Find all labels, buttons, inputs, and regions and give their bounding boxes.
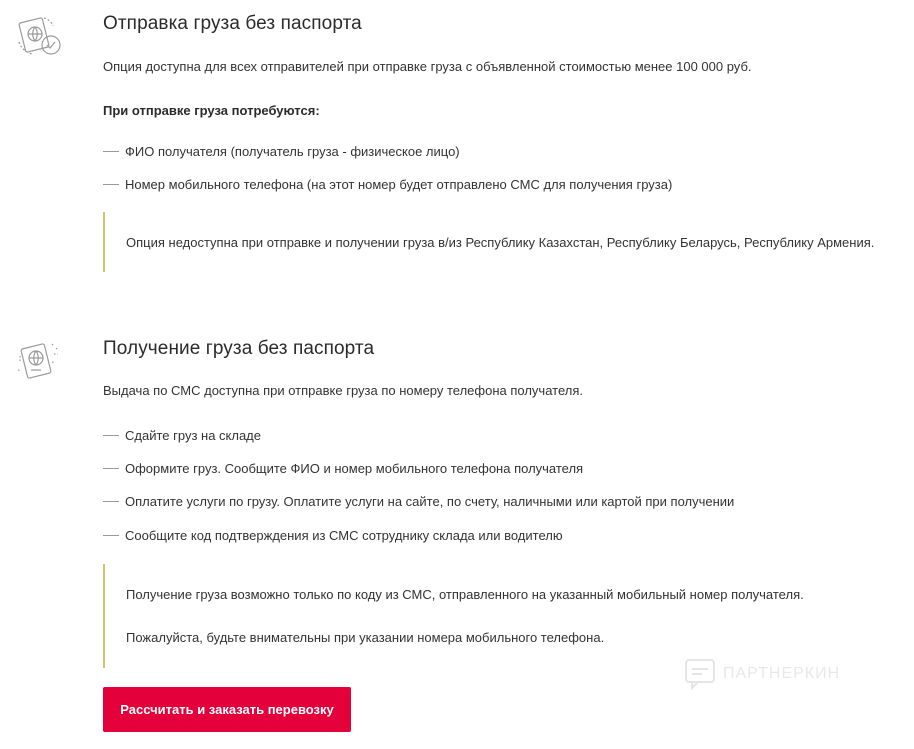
section2-note-line: Пожалуйста, будьте внимательны при указании номера мобильного телефона. <box>126 630 605 645</box>
list-item-label: Номер мобильного телефона (на этот номер будет отправлено СМС для получения груза) <box>125 177 673 192</box>
section1-note-text: Опция недоступна при отправке и получении груза в/из Республику Казахстан, Республику Беларусь, Республику Армения. <box>126 235 875 250</box>
watermark-text: ПАРТНЕРКИН <box>723 665 841 682</box>
list-item <box>103 494 734 509</box>
dash-bullet <box>103 151 119 152</box>
passport-globe-icon <box>14 336 66 388</box>
section1-note <box>103 212 883 272</box>
list-item <box>103 144 460 159</box>
list-item-label: Оформите груз. Сообщите ФИО и номер мобильного телефона получателя <box>125 461 584 476</box>
section2-description: Выдача по СМС доступна при отправке груза по номеру телефона получателя. <box>103 383 583 398</box>
passport-globe-check-icon <box>14 12 66 64</box>
list-item-label: ФИО получателя (получатель груза - физическое лицо) <box>125 144 460 159</box>
section2-title: Получение груза без паспорта <box>103 338 375 359</box>
dash-bullet <box>103 468 119 469</box>
calculate-and-order-button[interactable]: Рассчитать и заказать перевозку <box>103 687 351 732</box>
dash-bullet <box>103 184 119 185</box>
list-item-label: Оплатите услуги по грузу. Оплатите услуги на сайте, по счету, наличными или картой при получении <box>125 494 735 509</box>
list-item <box>103 528 563 543</box>
list-item <box>103 428 261 443</box>
dash-bullet <box>103 535 119 536</box>
watermark <box>683 657 840 691</box>
list-item <box>103 177 672 192</box>
section1-requirements-heading: При отправке груза потребуются: <box>103 103 320 118</box>
list-item-label: Сообщите код подтверждения из СМС сотруднику склада или водителю <box>125 528 563 543</box>
section2-note-line: Получение груза возможно только по коду из СМС, отправленного на указанный мобильный номер получателя. <box>126 587 804 602</box>
section2-note <box>103 564 883 668</box>
dash-bullet <box>103 435 119 436</box>
dash-bullet <box>103 501 119 502</box>
list-item <box>103 461 583 476</box>
section1-description: Опция доступна для всех отправителей при отправке груза с объявленной стоимостью менее 100 000 руб. <box>103 59 752 74</box>
chat-bubble-icon <box>683 657 717 691</box>
section1-title: Отправка груза без паспорта <box>103 13 362 34</box>
list-item-label: Сдайте груз на складе <box>125 428 261 443</box>
